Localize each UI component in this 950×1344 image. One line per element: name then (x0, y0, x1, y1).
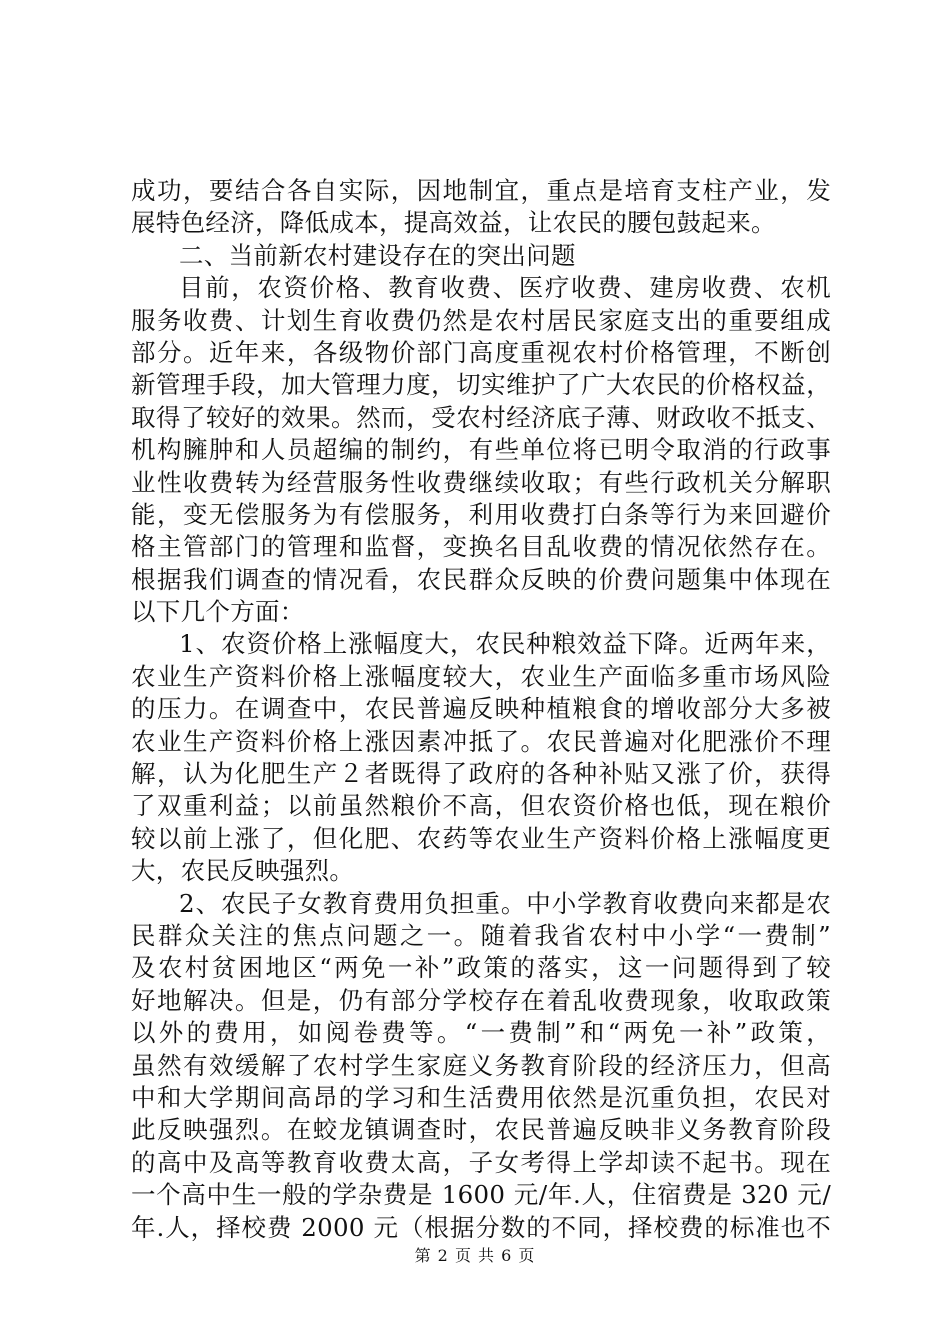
text-line: 成功，要结合各自实际，因地制宜，重点是培育支柱产业，发 (131, 176, 831, 205)
text-line: 1、农资价格上涨幅度大，农民种粮效益下降。近两年来， (179, 629, 831, 659)
text-line: 好地解决。但是，仍有部分学校存在着乱收费现象，收取政策 (131, 985, 831, 1015)
text-line: 大，农民反映强烈。 (131, 856, 355, 886)
document-body (131, 175, 831, 1244)
text-line: 根据我们调查的情况看，农民群众反映的价费问题集中体现在 (131, 564, 831, 594)
text-line: 机构臃肿和人员超编的制约，有些单位将已明令取消的行政事 (131, 435, 831, 465)
text-line: 以外的费用，如阅卷费等。“一费制”和“两免一补”政策， (131, 1018, 831, 1048)
text-line: 中和大学期间高昂的学习和生活费用依然是沉重负担，农民对 (131, 1082, 831, 1112)
text-line: 解，认为化肥生产２者既得了政府的各种补贴又涨了价，获得 (131, 759, 831, 789)
text-line: 农业生产资料价格上涨因素冲抵了。农民普遍对化肥涨价不理 (131, 726, 831, 756)
text-line: 格主管部门的管理和监督，变换名目乱收费的情况依然存在。 (131, 532, 831, 562)
text-line: 二、当前新农村建设存在的突出问题 (179, 240, 576, 270)
text-line: 的压力。在调查中，农民普遍反映种植粮食的增收部分大多被 (131, 694, 831, 724)
text-line: 一个高中生一般的学杂费是 1600 元/年.人，住宿费是 320 元/ (131, 1180, 831, 1210)
text-line: 以下几个方面： (131, 597, 305, 627)
text-line: 了双重利益；以前虽然粮价不高，但农资价格也低，现在粮价 (131, 791, 831, 821)
text-line: 展特色经济，降低成本，提高效益，让农民的腰包鼓起来。 (131, 208, 776, 238)
text-line: 目前，农资价格、教育收费、医疗收费、建房收费、农机 (179, 273, 831, 303)
text-line: 新管理手段，加大管理力度，切实维护了广大农民的价格权益， (131, 370, 831, 400)
page-number-footer: 第 2 页 共 6 页 (414, 1246, 536, 1265)
text-line: 此反映强烈。在蛟龙镇调查时，农民普遍反映非义务教育阶段 (131, 1115, 831, 1145)
text-line: 的高中及高等教育收费太高，子女考得上学却读不起书。现在 (131, 1147, 831, 1177)
text-line: 能，变无偿服务为有偿服务，利用收费打白条等行为来回避价 (131, 499, 831, 529)
text-line: 农业生产资料价格上涨幅度较大，农业生产面临多重市场风险 (131, 661, 831, 691)
text-line: 年.人，择校费 2000 元（根据分数的不同，择校费的标准也不 (131, 1212, 831, 1242)
text-line: 较以前上涨了，但化肥、农药等农业生产资料价格上涨幅度更 (131, 823, 831, 853)
text-line: 民群众关注的焦点问题之一。随着我省农村中小学“一费制” (131, 920, 831, 950)
text-line: 虽然有效缓解了农村学生家庭义务教育阶段的经济压力，但高 (131, 1050, 831, 1080)
text-line: 及农村贫困地区“两免一补”政策的落实，这一问题得到了较 (131, 953, 831, 983)
text-line: 业性收费转为经营服务性收费继续收取；有些行政机关分解职 (131, 467, 831, 497)
text-line: 部分。近年来，各级物价部门高度重视农村价格管理，不断创 (131, 337, 831, 367)
text-line: 取得了较好的效果。然而，受农村经济底子薄、财政收不抵支、 (131, 402, 831, 432)
text-line: 服务收费、计划生育收费仍然是农村居民家庭支出的重要组成 (131, 305, 831, 335)
text-line: 2、农民子女教育费用负担重。中小学教育收费向来都是农 (179, 888, 831, 918)
